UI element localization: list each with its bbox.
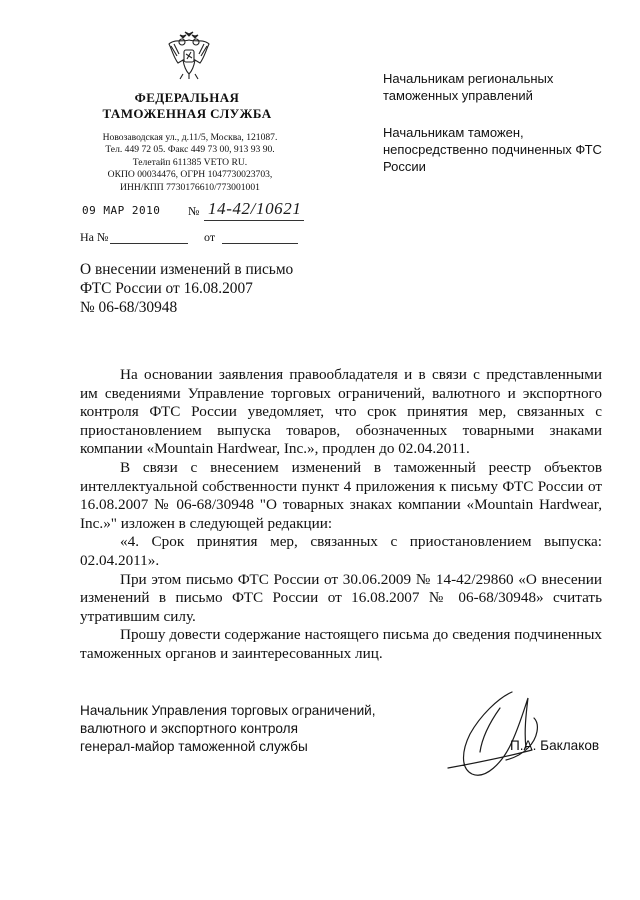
- subject-line: ФТС России от 16.08.2007: [80, 280, 253, 297]
- organization-contacts: [80, 132, 300, 194]
- signatory-title: [80, 702, 400, 756]
- organization-name: [92, 90, 282, 122]
- body-paragraph: «4. Срок принятия мер, связанных с приостановлением выпуска: 02.04.2011».: [80, 533, 602, 569]
- reference-number-label: На №: [80, 230, 109, 244]
- contact-line: Телетайп 611385 VETO RU.: [132, 156, 248, 168]
- body-paragraph: Прошу довести содержание настоящего письма до сведения подчиненных таможенных органов и заинтересованных лиц.: [80, 626, 602, 662]
- letter-body: [80, 366, 602, 664]
- registration-date-stamp: 09 МАР 2010: [82, 204, 161, 217]
- contact-line: Новозаводская ул., д.11/5, Москва, 121087.: [102, 132, 278, 143]
- organization-name-line: ФЕДЕРАЛЬНАЯ: [134, 90, 240, 105]
- registration-line: [80, 199, 310, 224]
- signatory-title-line: Начальник Управления торговых ограничений,: [80, 703, 376, 718]
- subject-line: № 06-68/30948: [80, 299, 178, 316]
- addressee: Начальникам таможен, непосредственно подчиненных ФТС России: [383, 125, 602, 174]
- number-sign: №: [188, 204, 200, 218]
- reference-from-label: от: [204, 230, 216, 244]
- body-paragraph: На основании заявления правообладателя и в связи с представленными им сведениями Управление торговых ограничений, валютного и экспортного контроля ФТС России уведомляет, что срок принятия мер, связанных с приостановлением выпуска товаров, обозначенных товарными знаками компании «Mountain Hardwear, Inc.», продлен до 02.04.2011.: [80, 366, 602, 458]
- reference-number-blank: [110, 243, 188, 244]
- contact-line: Тел. 449 72 05. Факс 449 73 00, 913 93 90.: [105, 144, 275, 156]
- registration-number-underline: [204, 220, 304, 221]
- addressee: Начальникам региональных таможенных управлений: [383, 71, 554, 103]
- addressee-block: [383, 70, 613, 195]
- handwritten-signature: [440, 688, 560, 780]
- letter-subject: [80, 260, 380, 317]
- reference-date-blank: [222, 243, 298, 244]
- registration-number: 14-42/10621: [208, 199, 302, 218]
- subject-line: О внесении изменений в письмо: [80, 261, 294, 278]
- signatory-title-line: генерал-майор таможенной службы: [80, 739, 308, 754]
- signatory-title-line: валютного и экспортного контроля: [80, 721, 298, 736]
- body-paragraph: При этом письмо ФТС России от 30.06.2009 № 14-42/29860 «О внесении изменений в письмо ФТС России от 16.08.2007 № 06-68/30948» считать утратившим силу.: [80, 570, 602, 625]
- contact-line: ОКПО 00034476, ОГРН 1047730023703,: [107, 169, 273, 181]
- organization-name-line: ТАМОЖЕННАЯ СЛУЖБА: [102, 106, 272, 121]
- signer-name: П.А. Баклаков: [510, 738, 600, 753]
- reference-line: [80, 230, 310, 248]
- body-paragraph: В связи с внесением изменений в таможенный реестр объектов интеллектуальной собственности пункт 4 приложения к письму ФТС России от 16.08.2007 № 06-68/30948 "О товарных знаках компании «Mountain Hardwear, Inc.»" изложен в следующей редакции:: [80, 458, 602, 532]
- contact-line: ИНН/КПП 7730176610/773001001: [120, 181, 260, 193]
- coat-of-arms-emblem-icon: [166, 30, 212, 80]
